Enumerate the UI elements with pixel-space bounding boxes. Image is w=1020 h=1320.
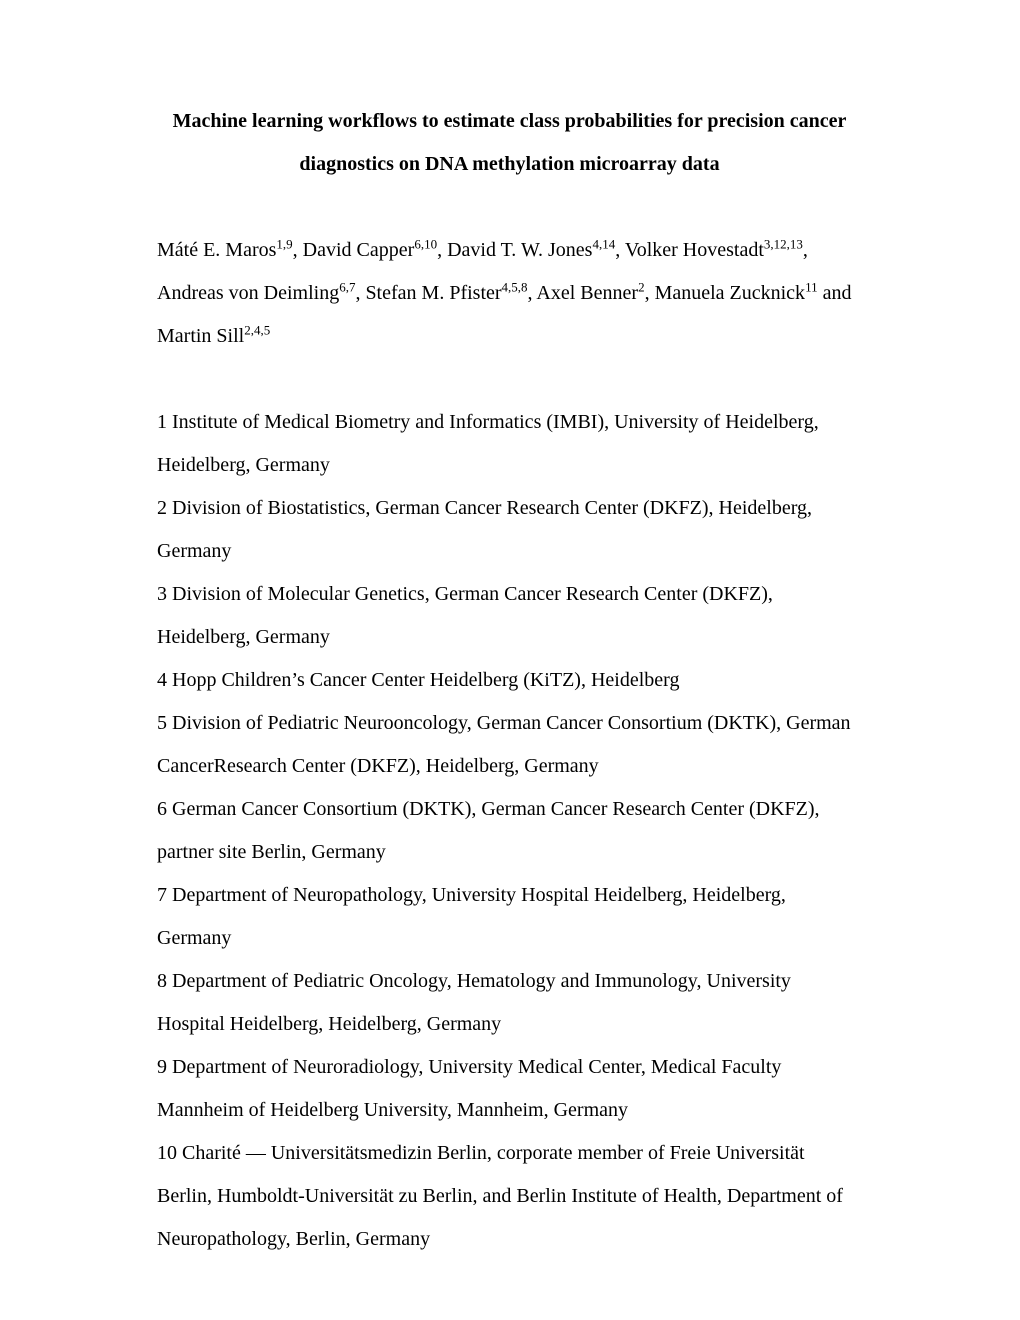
affiliation-item: 7 Department of Neuropathology, University Hospital Heidelberg, Heidelberg, Germany	[157, 884, 786, 949]
affiliation-superscript: 4,5,8	[501, 279, 528, 295]
affiliation-superscript: 11	[805, 279, 818, 295]
affiliation-superscript: 1,9	[276, 236, 293, 252]
affiliation-superscript: 6,7	[339, 279, 356, 295]
affiliation-item: 3 Division of Molecular Genetics, German Cancer Research Center (DKFZ), Heidelberg, Germany	[157, 583, 773, 648]
affiliation-item: 1 Institute of Medical Biometry and Informatics (IMBI), University of Heidelberg, Heidelberg, Germany	[157, 411, 819, 476]
affiliation-item: 6 German Cancer Consortium (DKTK), German Cancer Research Center (DKFZ), partner site Berlin, Germany	[157, 798, 820, 863]
affiliation-item: 9 Department of Neuroradiology, University Medical Center, Medical Faculty Mannheim of Heidelberg University, Mannheim, Germany	[157, 1056, 782, 1121]
affiliation-superscript: 2,4,5	[244, 322, 271, 338]
affiliation-item: 8 Department of Pediatric Oncology, Hematology and Immunology, University Hospital Heidelberg, Heidelberg, Germany	[157, 970, 791, 1035]
affiliation-item: 10 Charité — Universitätsmedizin Berlin, corporate member of Freie Universität Berlin, Humboldt-Universität zu Berlin, and Berlin Institute of Health, Department of Neuropathology, Berlin, Germany	[157, 1142, 843, 1250]
paper-title-line-1: Machine learning workflows to estimate class probabilities for precision cancer	[172, 110, 847, 132]
affiliation-item: 2 Division of Biostatistics, German Cancer Research Center (DKFZ), Heidelberg, Germany	[157, 497, 813, 562]
affiliation-superscript: 6,10	[414, 236, 438, 252]
affiliations-list	[157, 401, 862, 1261]
author-list: Máté E. Maros$^{1,9}$, David Capper$^{6,10}$, David T. W. Jones$^{4,14}$, Volker Hovestadt$^{3,12,13}$, Andreas von Deimling$^{6,7}$, Stefan M. Pfister$^{4,5,8}$, Axel Benner$^2$, Manuela Zucknick$^{11}$ and Martin Sill$^{2,4,5}$	[157, 236, 852, 347]
affiliation-superscript: 2	[638, 279, 645, 295]
paper-title-line-2: diagnostics on DNA methylation microarray data	[299, 153, 720, 175]
affiliation-item: 5 Division of Pediatric Neurooncology, German Cancer Consortium (DKTK), German CancerResearch Center (DKFZ), Heidelberg, Germany	[157, 712, 851, 777]
affiliation-superscript: 4,14	[592, 236, 616, 252]
affiliation-item: 4 Hopp Children’s Cancer Center Heidelberg (KiTZ), Heidelberg	[157, 669, 680, 691]
paper-title	[157, 100, 862, 186]
affiliation-superscript: 3,12,13	[763, 236, 803, 252]
